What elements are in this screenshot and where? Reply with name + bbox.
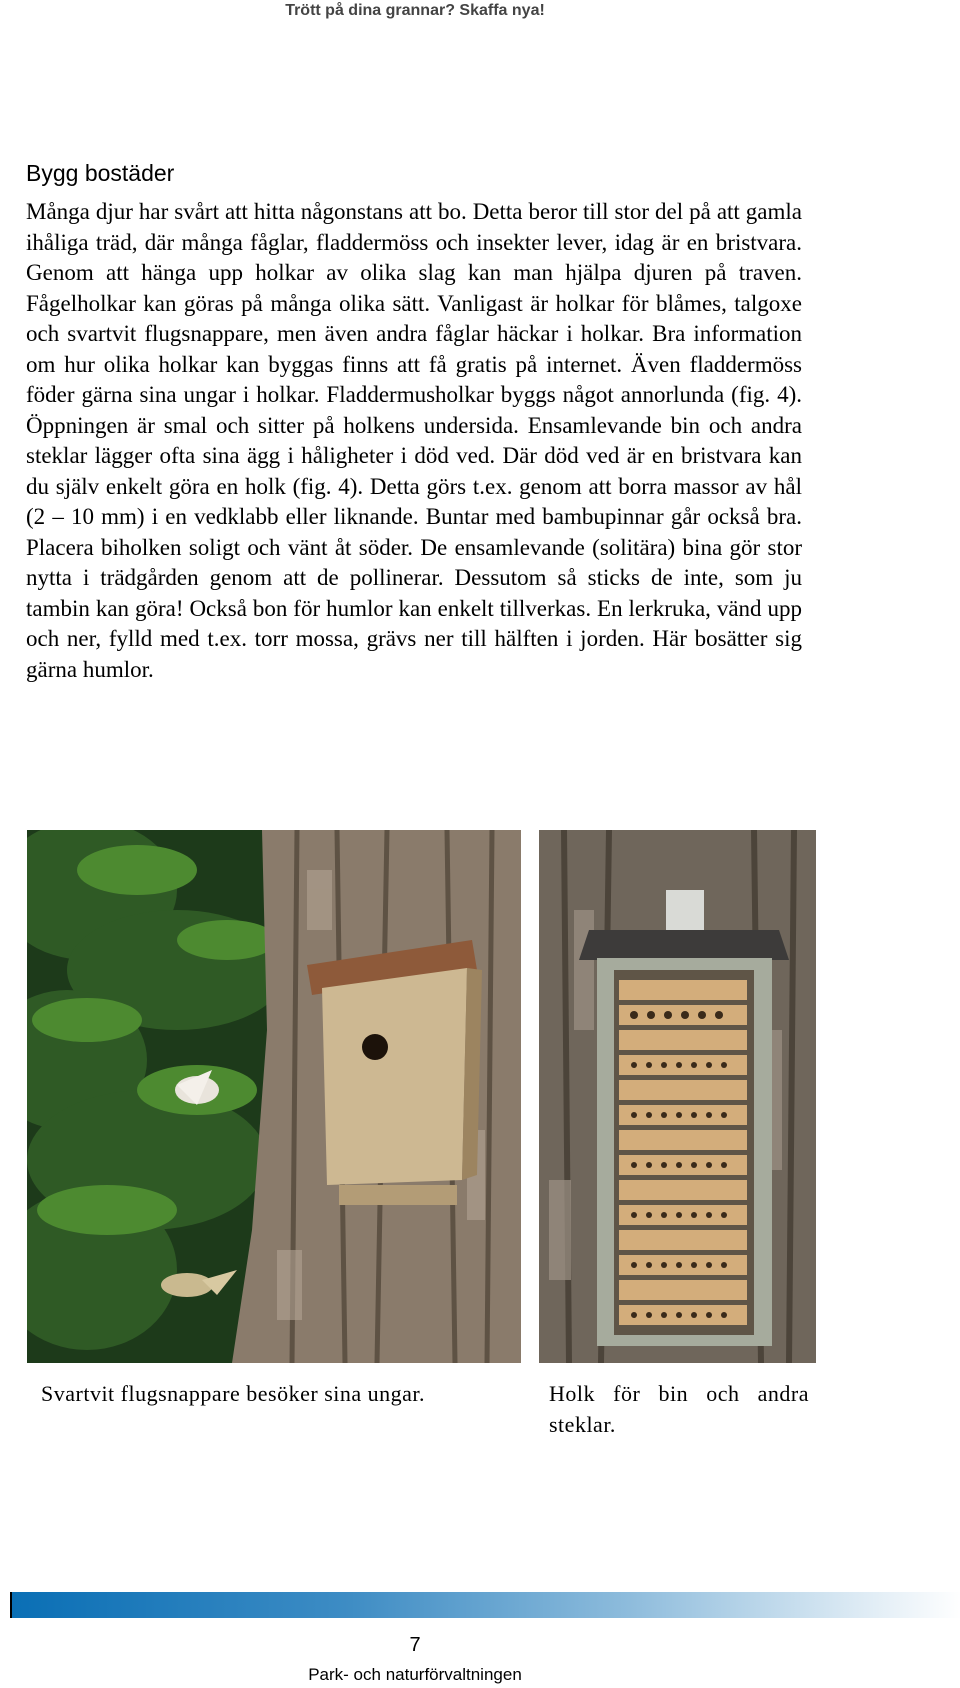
footer-gradient-bar	[10, 1592, 960, 1618]
body-paragraph: Många djur har svårt att hitta någonstans att bo. Detta beror till stor del på att gamla ihåliga träd, där många fåglar, fladdermöss och insekter lever, idag är en bristvara. Genom att hänga upp holkar av olika slag kan man hjälpa djuren på traven. Fågelholkar kan göras på många olika sätt. Vanligast är holkar för blåmes, talgoxe och svartvit flugsnappare, men även andra fåglar häckar i holkar. Bra information om hur olika holkar kan byggas finns att få gratis på internet. Även fladdermöss föder gärna sina ungar i holkar. Fladdermusholkar byggs något annorlunda (fig. 4). Öppningen är smal och sitter på holkens undersida. Ensamlevande bin och andra steklar lägger ofta sina ägg i håligheter i död ved. Där död ved är en bristvara kan du själv enkelt göra en holk (fig. 4). Detta görs t.ex. genom att borra massor av hål (2 – 10 mm) i en vedklabb eller liknande. Buntar med bambupinnar går också bra. Placera biholken soligt och vänt åt söder. De ensamlevande (solitära) bina gör stor nytta i trädgården genom att de pollinerar. Dessutom så sticks de inte, som ju tambin kan göra! Också bon för humlor kan enkelt tillverkas. En lerkruka, vänd upp och ner, fylld med t.ex. torr mossa, grävs ner till hälften i jorden. Här bosätter sig gärna humlor.	[26, 199, 802, 682]
figure-caption-right: Holk för bin och andra steklar.	[549, 1381, 809, 1437]
footer-organization: Park- och naturförvaltningen	[308, 1665, 522, 1684]
bee-hotel-photo	[539, 830, 816, 1363]
bird-box-photo	[27, 830, 521, 1363]
page-number: 7	[409, 1634, 421, 1656]
section-heading: Bygg bostäder	[26, 160, 175, 186]
figure-caption-left: Svartvit flugsnappare besöker sina ungar.	[41, 1381, 426, 1406]
running-header: Trött på dina grannar? Skaffa nya!	[285, 2, 545, 19]
